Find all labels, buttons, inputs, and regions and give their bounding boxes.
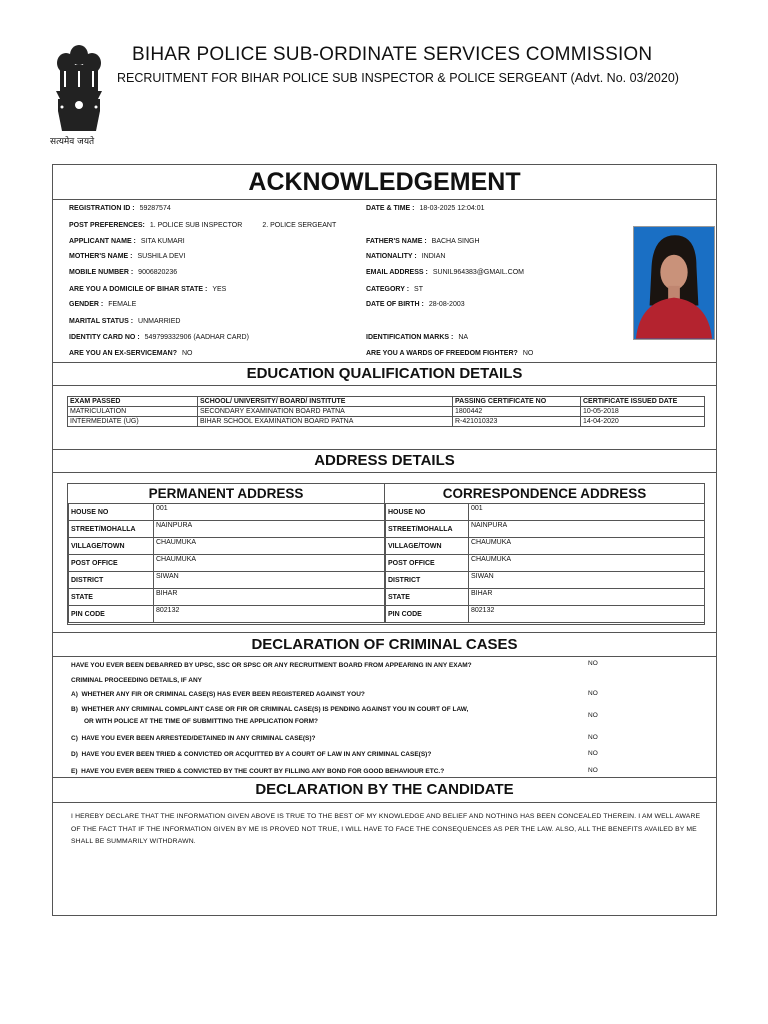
field-value: CHAUMUKA	[154, 538, 385, 555]
ex-serviceman-field: ARE YOU AN EX-SERVICEMAN? NO	[69, 350, 193, 357]
permanent-address-table	[68, 503, 385, 623]
field-label: STREET/MOHALLA	[386, 521, 469, 538]
table-row	[386, 521, 705, 538]
field-value: 802132	[469, 606, 705, 623]
answer-a: NO	[588, 690, 598, 697]
field-label: DISTRICT	[69, 572, 154, 589]
field-label: VILLAGE/TOWN	[386, 538, 469, 555]
table-row	[69, 572, 385, 589]
education-table	[67, 396, 705, 427]
field-value: 001	[469, 504, 705, 521]
marital-status-field: MARITAL STATUS : UNMARRIED	[69, 318, 181, 325]
field-value: CHAUMUKA	[154, 555, 385, 572]
domicile-field: ARE YOU A DOMICILE OF BIHAR STATE : YES	[69, 286, 227, 293]
gender-field: GENDER : FEMALE	[69, 301, 137, 308]
emblem-motto: सत्यमेव जयते	[50, 137, 95, 147]
post-preferences-field: POST PREFERENCES: 1. POLICE SUB INSPECTOR 2. POLICE SERGEANT	[69, 222, 337, 229]
question-d: D) HAVE YOU EVER BEEN TRIED & CONVICTED OR ACQUITTED BY A COURT OF LAW IN ANY CRIMINAL CASE(S)?	[71, 751, 432, 758]
correspondence-address-table	[385, 503, 705, 623]
field-label: STREET/MOHALLA	[69, 521, 154, 538]
field-value: NAINPURA	[469, 521, 705, 538]
question-e: E) HAVE YOU EVER BEEN TRIED & CONVICTED BY THE COURT BY FILLING ANY BOND FOR GOOD BEHAVIOUR ETC.?	[71, 768, 445, 775]
address-section-title: ADDRESS DETAILS	[53, 449, 716, 473]
answer-c: NO	[588, 734, 598, 741]
education-section-title: EDUCATION QUALIFICATION DETAILS	[53, 362, 716, 386]
field-label: STATE	[69, 589, 154, 606]
address-box	[67, 483, 705, 625]
acknowledgement-sheet	[52, 164, 717, 916]
date-of-birth-field: DATE OF BIRTH : 28-08-2003	[366, 301, 465, 308]
freedom-fighter-field: ARE YOU A WARDS OF FREEDOM FIGHTER? NO	[366, 350, 534, 357]
date-time-field: DATE & TIME : 18-03-2025 12:04:01	[366, 205, 485, 212]
answer-b: NO	[588, 712, 598, 719]
table-header-row	[68, 397, 705, 407]
table-row	[386, 504, 705, 521]
nationality-field: NATIONALITY : INDIAN	[366, 253, 446, 260]
field-value: BIHAR	[469, 589, 705, 606]
permanent-address-title: PERMANENT ADDRESS	[68, 484, 385, 504]
registration-id-field: REGISTRATION ID : 59287574	[69, 205, 171, 212]
table-row	[68, 417, 705, 427]
table-cell: 10-05-2018	[581, 407, 705, 417]
table-row	[69, 521, 385, 538]
field-label: PIN CODE	[69, 606, 154, 623]
answer-e: NO	[588, 767, 598, 774]
table-row	[69, 606, 385, 623]
field-label: POST OFFICE	[386, 555, 469, 572]
identification-marks-field: IDENTIFICATION MARKS : NA	[366, 334, 469, 341]
recruitment-subtitle: RECRUITMENT FOR BIHAR POLICE SUB INSPECTOR & POLICE SERGEANT (Advt. No. 03/2020)	[117, 71, 679, 85]
debarred-answer: NO	[588, 660, 598, 667]
table-row	[386, 589, 705, 606]
table-row	[386, 555, 705, 572]
field-value: 802132	[154, 606, 385, 623]
table-row	[386, 606, 705, 623]
field-label: DISTRICT	[386, 572, 469, 589]
field-value: CHAUMUKA	[469, 555, 705, 572]
field-label: PIN CODE	[386, 606, 469, 623]
column-header: PASSING CERTIFICATE NO	[453, 397, 581, 407]
table-row	[69, 589, 385, 606]
proceeding-details-label: CRIMINAL PROCEEDING DETAILS, IF ANY	[71, 677, 202, 684]
column-header: CERTIFICATE ISSUED DATE	[581, 397, 705, 407]
table-cell: MATRICULATION	[68, 407, 198, 417]
field-label: POST OFFICE	[69, 555, 154, 572]
question-b: B) WHETHER ANY CRIMINAL COMPLAINT CASE OR FIR OR CRIMINAL CASE(S) IS PENDING AGAINST YOU IN COURT OF LAW,	[71, 706, 469, 713]
email-address-field: EMAIL ADDRESS : SUNIL964383@GMAIL.COM	[366, 269, 524, 276]
field-value: SIWAN	[154, 572, 385, 589]
category-field: CATEGORY : ST	[366, 286, 423, 293]
table-row	[386, 572, 705, 589]
column-header: EXAM PASSED	[68, 397, 198, 407]
table-cell: BIHAR SCHOOL EXAMINATION BOARD PATNA	[198, 417, 453, 427]
acknowledgement-title: ACKNOWLEDGEMENT	[53, 165, 716, 200]
question-b-continued: OR WITH POLICE AT THE TIME OF SUBMITTING THE APPLICATION FORM?	[84, 718, 318, 725]
table-row	[68, 407, 705, 417]
table-row	[69, 538, 385, 555]
table-cell: SECONDARY EXAMINATION BOARD PATNA	[198, 407, 453, 417]
table-cell: R-421010323	[453, 417, 581, 427]
correspondence-address-title: CORRESPONDENCE ADDRESS	[385, 484, 704, 504]
declaration-text: I HEREBY DECLARE THAT THE INFORMATION GIVEN ABOVE IS TRUE TO THE BEST OF MY KNOWLEDGE AND BELIEF AND NOTHING HAS BEEN CONCEALED THEREIN. I AM WELL AWARE OF THE FACT THAT IF THE INFORMATION GIVEN BY ME IS PROVED NOT TRUE, I WILL HAVE TO FACE THE CONSEQUENCES AS PER THE LAW. ALSO, ALL THE BENEFITS AVAILED BY ME SHALL BE SUMMARILY WITHDRAWN.	[71, 813, 701, 845]
field-value: NAINPURA	[154, 521, 385, 538]
candidate-photo	[633, 226, 715, 340]
answer-d: NO	[588, 750, 598, 757]
table-cell: 1800442	[453, 407, 581, 417]
question-a: A) WHETHER ANY FIR OR CRIMINAL CASE(S) HAS EVER BEEN REGISTERED AGAINST YOU?	[71, 691, 365, 698]
table-row	[69, 504, 385, 521]
table-row	[69, 555, 385, 572]
column-header: SCHOOL/ UNIVERSITY/ BOARD/ INSTITUTE	[198, 397, 453, 407]
table-cell: 14-04-2020	[581, 417, 705, 427]
debarred-question: HAVE YOU EVER BEEN DEBARRED BY UPSC, SSC OR SPSC OR ANY RECRUITMENT BOARD FROM APPEARING IN ANY EXAM?	[71, 662, 472, 669]
field-value: 001	[154, 504, 385, 521]
field-label: HOUSE NO	[386, 504, 469, 521]
field-label: VILLAGE/TOWN	[69, 538, 154, 555]
national-emblem-icon	[48, 36, 110, 144]
declaration-section-title: DECLARATION BY THE CANDIDATE	[53, 777, 716, 803]
field-value: CHAUMUKA	[469, 538, 705, 555]
field-label: HOUSE NO	[69, 504, 154, 521]
commission-title: BIHAR POLICE SUB-ORDINATE SERVICES COMMISSION	[132, 44, 653, 65]
question-c: C) HAVE YOU EVER BEEN ARRESTED/DETAINED IN ANY CRIMINAL CASE(S)?	[71, 735, 316, 742]
father-name-field: FATHER'S NAME : BACHA SINGH	[366, 238, 480, 245]
mother-name-field: MOTHER'S NAME : SUSHILA DEVI	[69, 253, 186, 260]
criminal-cases-section-title: DECLARATION OF CRIMINAL CASES	[53, 632, 716, 657]
table-cell: INTERMEDIATE (UG)	[68, 417, 198, 427]
applicant-name-field: APPLICANT NAME : SITA KUMARI	[69, 238, 185, 245]
table-row	[386, 538, 705, 555]
field-label: STATE	[386, 589, 469, 606]
mobile-number-field: MOBILE NUMBER : 9006820236	[69, 269, 178, 276]
field-value: SIWAN	[469, 572, 705, 589]
field-value: BIHAR	[154, 589, 385, 606]
identity-card-field: IDENTITY CARD NO : 549799332906 (AADHAR CARD)	[69, 334, 249, 341]
